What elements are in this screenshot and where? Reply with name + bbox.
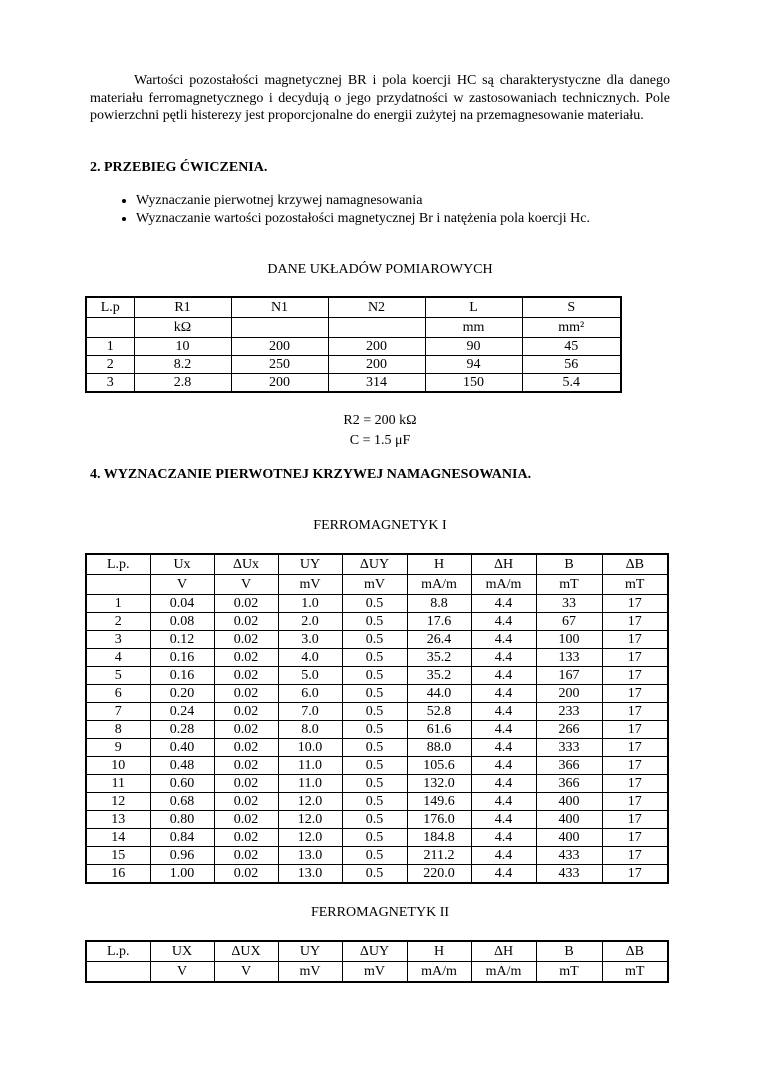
r2-constant: R2 = 200 kΩ (343, 413, 417, 428)
table-cell: 0.5 (342, 613, 407, 631)
header-cell: L (425, 297, 522, 318)
table-cell: 17.6 (407, 613, 471, 631)
table-row (86, 829, 668, 847)
table-cell: 333 (536, 739, 602, 757)
unit-cell (328, 318, 425, 338)
header-cell: B (536, 941, 602, 962)
table-cell: 17 (602, 667, 668, 685)
table-cell: 33 (536, 595, 602, 613)
table-cell: 4.0 (278, 649, 342, 667)
unit-cell: mV (278, 962, 342, 983)
table-cell: 5.4 (522, 374, 621, 393)
table-row (86, 374, 621, 393)
table-cell: 266 (536, 721, 602, 739)
table-cell: 0.5 (342, 847, 407, 865)
table-cell: 0.5 (342, 631, 407, 649)
header-cell: UY (278, 941, 342, 962)
table-cell: 0.02 (214, 703, 278, 721)
table-row (86, 631, 668, 649)
header-cell: ΔUY (342, 554, 407, 575)
ferro1-caption: FERROMAGNETYK I (313, 518, 447, 533)
table-cell: 17 (602, 703, 668, 721)
table-cell: 4.4 (471, 739, 536, 757)
header-cell: H (407, 554, 471, 575)
table-row (86, 595, 668, 613)
header-cell: ΔB (602, 941, 668, 962)
header-cell: L.p. (86, 554, 150, 575)
table-cell: 0.16 (150, 649, 214, 667)
table-cell: 0.5 (342, 649, 407, 667)
table-cell: 26.4 (407, 631, 471, 649)
table-cell: 17 (602, 685, 668, 703)
header-cell: Ux (150, 554, 214, 575)
table-row (86, 703, 668, 721)
table-cell: 4.4 (471, 721, 536, 739)
ferro1-table (85, 553, 669, 884)
table-cell: 0.20 (150, 685, 214, 703)
procedure-list (90, 192, 736, 228)
table-cell: 14 (86, 829, 150, 847)
table-cell: 17 (602, 865, 668, 884)
table-cell: 17 (602, 775, 668, 793)
table-cell: 13.0 (278, 847, 342, 865)
table-cell: 2 (86, 356, 134, 374)
table-cell: 11.0 (278, 775, 342, 793)
table-cell: 0.04 (150, 595, 214, 613)
header-cell: ΔUX (214, 941, 278, 962)
table-cell: 4.4 (471, 667, 536, 685)
table-row (86, 649, 668, 667)
table-cell: 0.12 (150, 631, 214, 649)
table-cell: 61.6 (407, 721, 471, 739)
table-cell: 233 (536, 703, 602, 721)
header-cell: R1 (134, 297, 231, 318)
header-cell: ΔH (471, 941, 536, 962)
table-cell: 2 (86, 613, 150, 631)
table-cell: 17 (602, 613, 668, 631)
procedure-item: • Wyznaczanie pierwotnej krzywej namagnesowania (136, 192, 736, 210)
table-cell: 4.4 (471, 793, 536, 811)
table-cell: 0.02 (214, 829, 278, 847)
table-cell: 16 (86, 865, 150, 884)
table-cell: 433 (536, 847, 602, 865)
table-cell: 17 (602, 631, 668, 649)
table-cell: 67 (536, 613, 602, 631)
table-cell: 1 (86, 338, 134, 356)
table-cell: 8.0 (278, 721, 342, 739)
table-cell: 0.5 (342, 775, 407, 793)
table-row (86, 811, 668, 829)
table-cell: 15 (86, 847, 150, 865)
table-cell: 10.0 (278, 739, 342, 757)
table-row (86, 721, 668, 739)
table-cell: 167 (536, 667, 602, 685)
table-cell: 13 (86, 811, 150, 829)
table-cell: 8.8 (407, 595, 471, 613)
header-cell: H (407, 941, 471, 962)
table-cell: 17 (602, 595, 668, 613)
table-cell: 0.16 (150, 667, 214, 685)
table-cell: 0.40 (150, 739, 214, 757)
table-cell: 2.0 (278, 613, 342, 631)
table-cell: 250 (231, 356, 328, 374)
table-cell: 0.5 (342, 703, 407, 721)
unit-cell: kΩ (134, 318, 231, 338)
table-cell: 13.0 (278, 865, 342, 884)
table-cell: 200 (231, 374, 328, 393)
table-cell: 0.5 (342, 667, 407, 685)
table-cell: 0.02 (214, 757, 278, 775)
table-cell: 17 (602, 793, 668, 811)
header-cell: ΔUY (342, 941, 407, 962)
table-cell: 150 (425, 374, 522, 393)
table-cell: 366 (536, 757, 602, 775)
unit-cell: mA/m (471, 962, 536, 983)
unit-cell: V (214, 575, 278, 595)
table-cell: 17 (602, 739, 668, 757)
table-cell: 0.5 (342, 865, 407, 884)
table-cell: 7 (86, 703, 150, 721)
table-cell: 0.24 (150, 703, 214, 721)
table-cell: 0.02 (214, 865, 278, 884)
table-cell: 0.02 (214, 685, 278, 703)
table-cell: 4.4 (471, 829, 536, 847)
table-cell: 0.28 (150, 721, 214, 739)
header-cell: L.p (86, 297, 134, 318)
table-cell: 44.0 (407, 685, 471, 703)
unit-cell (86, 318, 134, 338)
table-cell: 45 (522, 338, 621, 356)
unit-cell: mV (278, 575, 342, 595)
table-cell: 4.4 (471, 685, 536, 703)
table-cell: 220.0 (407, 865, 471, 884)
table-cell: 17 (602, 757, 668, 775)
unit-cell (231, 318, 328, 338)
table-row (86, 739, 668, 757)
section-4-heading: 4. WYZNACZANIE PIERWOTNEJ KRZYWEJ NAMAGNESOWANIA. (90, 467, 532, 482)
table-row (86, 685, 668, 703)
table-cell: 0.5 (342, 685, 407, 703)
unit-cell: mA/m (471, 575, 536, 595)
table-cell: 400 (536, 829, 602, 847)
table-cell: 100 (536, 631, 602, 649)
table-cell: 0.68 (150, 793, 214, 811)
unit-cell: mT (536, 575, 602, 595)
table-cell: 56 (522, 356, 621, 374)
unit-cell (86, 575, 150, 595)
intro-paragraph: Wartości pozostałości magnetycznej BR i pola koercji HC są charakterystyczne dla danego materiału ferromagnetycznego i decydują o jego przydatności w zastosowaniach technicznych. Pole powierzchni pętli histerezy jest proporcjonalne do energii zużytej na przemagnesowanie materiału. (90, 73, 670, 123)
table-cell: 0.84 (150, 829, 214, 847)
table-row (86, 757, 668, 775)
section-2-heading: 2. PRZEBIEG ĆWICZENIA. (90, 160, 268, 175)
table-units-row (86, 962, 668, 983)
unit-cell: V (150, 575, 214, 595)
header-cell: N2 (328, 297, 425, 318)
table-cell: 0.5 (342, 811, 407, 829)
table-cell: 4.4 (471, 649, 536, 667)
table-cell: 0.5 (342, 757, 407, 775)
table-cell: 211.2 (407, 847, 471, 865)
header-cell: S (522, 297, 621, 318)
ferro2-table (85, 940, 669, 983)
table-row (86, 775, 668, 793)
table-cell: 0.02 (214, 667, 278, 685)
table-cell: 2.8 (134, 374, 231, 393)
table-cell: 5 (86, 667, 150, 685)
table-cell: 200 (231, 338, 328, 356)
unit-cell (86, 962, 150, 983)
table-cell: 0.02 (214, 631, 278, 649)
table-cell: 184.8 (407, 829, 471, 847)
table-cell: 17 (602, 811, 668, 829)
header-cell: UY (278, 554, 342, 575)
unit-cell: mA/m (407, 575, 471, 595)
table-cell: 0.60 (150, 775, 214, 793)
table-cell: 11.0 (278, 757, 342, 775)
table-cell: 0.02 (214, 649, 278, 667)
table-cell: 0.5 (342, 595, 407, 613)
table-cell: 0.80 (150, 811, 214, 829)
table-units-row (86, 575, 668, 595)
table-cell: 0.5 (342, 829, 407, 847)
table-cell: 4.4 (471, 595, 536, 613)
table-cell: 0.02 (214, 721, 278, 739)
table-cell: 4.4 (471, 613, 536, 631)
table-cell: 5.0 (278, 667, 342, 685)
table-cell: 17 (602, 829, 668, 847)
table-cell: 0.02 (214, 811, 278, 829)
table-cell: 17 (602, 847, 668, 865)
table-cell: 4.4 (471, 703, 536, 721)
unit-cell: V (214, 962, 278, 983)
table-cell: 0.5 (342, 721, 407, 739)
table-cell: 200 (536, 685, 602, 703)
table-units-row (86, 318, 621, 338)
table-cell: 0.5 (342, 793, 407, 811)
table-cell: 105.6 (407, 757, 471, 775)
table-cell: 133 (536, 649, 602, 667)
table-cell: 8 (86, 721, 150, 739)
table-cell: 94 (425, 356, 522, 374)
table-cell: 4.4 (471, 757, 536, 775)
table-cell: 1 (86, 595, 150, 613)
header-cell: B (536, 554, 602, 575)
table-cell: 200 (328, 356, 425, 374)
unit-cell: mT (602, 962, 668, 983)
procedure-item: • Wyznaczanie wartości pozostałości magnetycznej Br i natężenia pola koercji Hc. (136, 210, 736, 228)
table-cell: 12.0 (278, 793, 342, 811)
table-cell: 12.0 (278, 811, 342, 829)
table-cell: 35.2 (407, 667, 471, 685)
table-cell: 35.2 (407, 649, 471, 667)
header-cell: L.p. (86, 941, 150, 962)
c-constant: C = 1.5 μF (349, 433, 411, 448)
table-cell: 17 (602, 649, 668, 667)
unit-cell: mm² (522, 318, 621, 338)
table-cell: 400 (536, 793, 602, 811)
unit-cell: mm (425, 318, 522, 338)
table-cell: 90 (425, 338, 522, 356)
unit-cell: mV (342, 575, 407, 595)
table-cell: 8.2 (134, 356, 231, 374)
table-cell: 0.48 (150, 757, 214, 775)
table-cell: 3 (86, 631, 150, 649)
table-row (86, 793, 668, 811)
unit-cell: mT (536, 962, 602, 983)
table-cell: 314 (328, 374, 425, 393)
table-header-row (86, 554, 668, 575)
header-cell: N1 (231, 297, 328, 318)
table-cell: 10 (134, 338, 231, 356)
table-cell: 4.4 (471, 775, 536, 793)
table-row (86, 667, 668, 685)
table-row (86, 847, 668, 865)
table-cell: 4.4 (471, 847, 536, 865)
header-cell: ΔH (471, 554, 536, 575)
table-row (86, 338, 621, 356)
table-cell: 6 (86, 685, 150, 703)
table-cell: 0.02 (214, 613, 278, 631)
header-cell: UX (150, 941, 214, 962)
header-cell: ΔB (602, 554, 668, 575)
table-cell: 52.8 (407, 703, 471, 721)
ferro2-caption: FERROMAGNETYK II (310, 905, 450, 920)
unit-cell: mT (602, 575, 668, 595)
table-cell: 366 (536, 775, 602, 793)
table-cell: 0.02 (214, 595, 278, 613)
table-cell: 1.0 (278, 595, 342, 613)
table-header-row (86, 297, 621, 318)
table-cell: 4.4 (471, 811, 536, 829)
table-cell: 0.02 (214, 847, 278, 865)
table-cell: 10 (86, 757, 150, 775)
table-cell: 9 (86, 739, 150, 757)
table-cell: 0.5 (342, 739, 407, 757)
table-cell: 7.0 (278, 703, 342, 721)
table-row (86, 865, 668, 884)
table-cell: 0.96 (150, 847, 214, 865)
unit-cell: mV (342, 962, 407, 983)
table-cell: 4 (86, 649, 150, 667)
table-row (86, 613, 668, 631)
table-cell: 400 (536, 811, 602, 829)
table-cell: 433 (536, 865, 602, 884)
table-cell: 11 (86, 775, 150, 793)
table-cell: 4.4 (471, 865, 536, 884)
table-cell: 0.02 (214, 739, 278, 757)
table-cell: 17 (602, 721, 668, 739)
setup-table-caption: DANE UKŁADÓW POMIAROWYCH (267, 262, 493, 277)
table-cell: 12.0 (278, 829, 342, 847)
table-cell: 176.0 (407, 811, 471, 829)
table-cell: 0.02 (214, 793, 278, 811)
unit-cell: V (150, 962, 214, 983)
table-cell: 3 (86, 374, 134, 393)
table-cell: 3.0 (278, 631, 342, 649)
table-cell: 12 (86, 793, 150, 811)
unit-cell: mA/m (407, 962, 471, 983)
setup-table (85, 296, 622, 393)
table-cell: 6.0 (278, 685, 342, 703)
table-cell: 0.02 (214, 775, 278, 793)
table-cell: 149.6 (407, 793, 471, 811)
table-header-row (86, 941, 668, 962)
table-cell: 132.0 (407, 775, 471, 793)
header-cell: ΔUx (214, 554, 278, 575)
table-cell: 4.4 (471, 631, 536, 649)
table-cell: 88.0 (407, 739, 471, 757)
table-cell: 0.08 (150, 613, 214, 631)
table-cell: 200 (328, 338, 425, 356)
table-row (86, 356, 621, 374)
table-cell: 1.00 (150, 865, 214, 884)
